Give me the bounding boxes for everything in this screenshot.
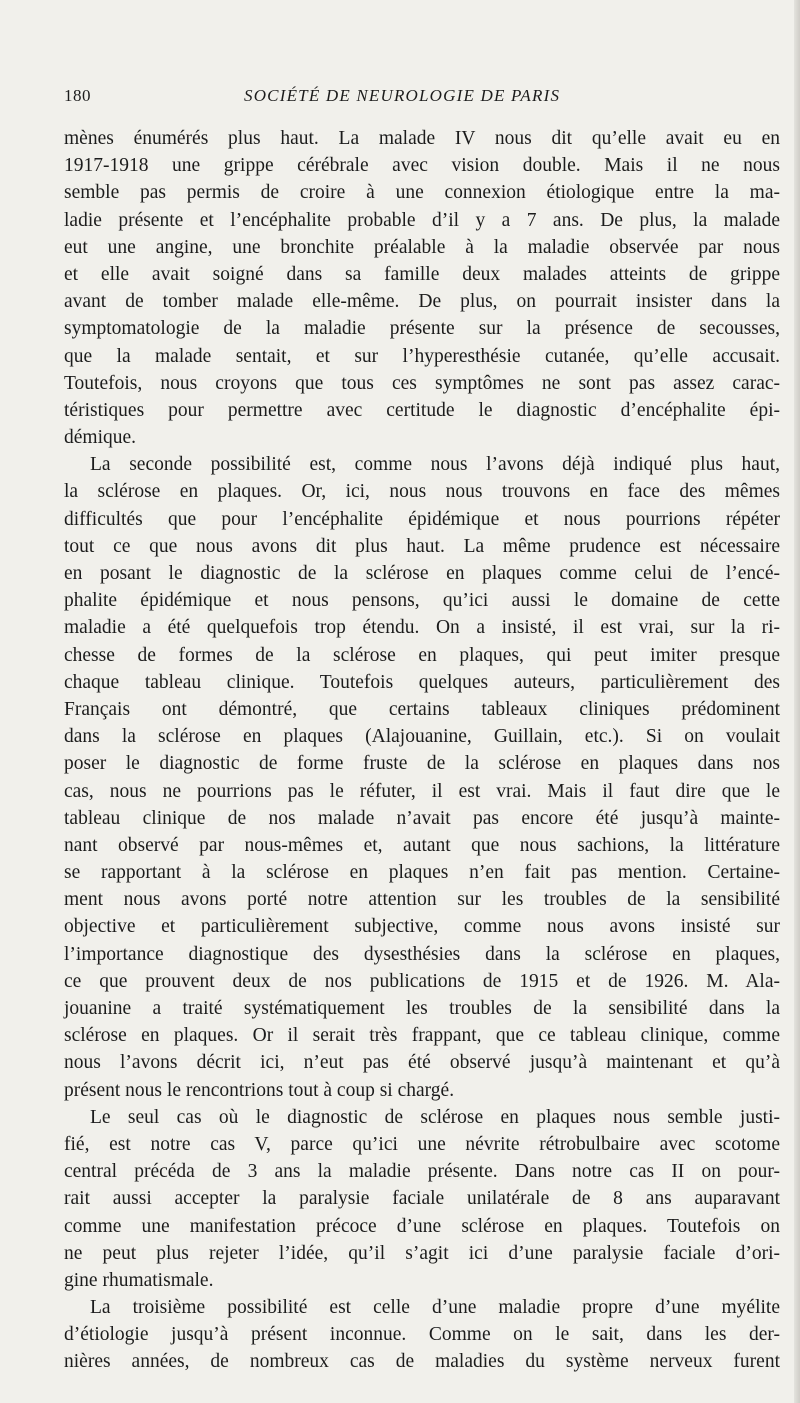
page-edge: [794, 0, 800, 1403]
text-line: chesse de formes de la sclérose en plaques, qui peut imiter presque: [64, 644, 780, 666]
text-line: ment nous avons porté notre attention sur les troubles de la sensibilité: [64, 889, 780, 911]
text-line: 1917-1918 une grippe cérébrale avec vision double. Mais il ne nous: [64, 155, 780, 177]
text-line: comme une manifestation précoce d’une sclérose en plaques. Toutefois on: [64, 1215, 780, 1237]
text-line: rait aussi accepter la paralysie faciale unilatérale de 8 ans auparavant: [64, 1188, 780, 1210]
text-line: tout ce que nous avons dit plus haut. La même prudence est nécessaire: [64, 535, 780, 557]
text-line: ce que prouvent deux de nos publications de 1915 et de 1926. M. Ala-: [64, 970, 780, 992]
text-line: symptomatologie de la maladie présente sur la présence de secousses,: [64, 318, 780, 340]
body-text: [64, 125, 780, 1376]
text-line: téristiques pour permettre avec certitude le diagnostic d’encéphalite épi-: [64, 399, 780, 421]
text-line: La troisième possibilité est celle d’une maladie propre d’une myélite: [90, 1297, 780, 1319]
text-line: Le seul cas où le diagnostic de sclérose en plaques nous semble justi-: [90, 1106, 780, 1128]
text-line: la sclérose en plaques. Or, ici, nous nous trouvons en face des mêmes: [64, 481, 780, 503]
running-head: SOCIÉTÉ DE NEUROLOGIE DE PARIS: [244, 86, 561, 105]
text-line: central précéda de 3 ans la maladie présente. Dans notre cas II on pour-: [64, 1161, 780, 1183]
text-line: phalite épidémique et nous pensons, qu’ici aussi le domaine de cette: [64, 590, 780, 612]
text-line: démique.: [64, 427, 137, 449]
text-line: en posant le diagnostic de la sclérose en plaques comme celui de l’encé-: [64, 563, 780, 584]
text-line: Français ont démontré, que certains tableaux cliniques prédominent: [64, 698, 780, 720]
text-line: présent nous le rencontrions tout à coup si chargé.: [64, 1079, 455, 1101]
text-line: poser le diagnostic de forme fruste de la sclérose en plaques dans nos: [64, 753, 780, 775]
text-line: gine rhumatismale.: [64, 1269, 214, 1291]
text-line: fié, est notre cas V, parce qu’ici une névrite rétrobulbaire avec scotome: [64, 1133, 780, 1155]
text-line: nous l’avons décrit ici, n’eut pas été observé jusqu’à maintenant et qu’à: [64, 1052, 780, 1074]
page-number: 180: [64, 86, 91, 105]
text-line: nières années, de nombreux cas de maladies du système nerveux furent: [64, 1351, 780, 1373]
text-line: La seconde possibilité est, comme nous l’avons déjà indiqué plus haut,: [90, 454, 780, 476]
text-line: cas, nous ne pourrions pas le réfuter, il est vrai. Mais il faut dire que le: [64, 780, 780, 802]
text-line: que la malade sentait, et sur l’hyperesthésie cutanée, qu’elle accusait.: [64, 345, 780, 367]
text-line: sclérose en plaques. Or il serait très frappant, que ce tableau clinique, comme: [64, 1025, 780, 1047]
text-line: ne peut plus rejeter l’idée, qu’il s’agit ici d’une paralysie faciale d’ori-: [64, 1242, 780, 1264]
text-line: nant observé par nous-mêmes et, autant que nous sachions, la littérature: [64, 834, 780, 856]
text-line: jouanine a traité systématiquement les troubles de la sensibilité dans la: [64, 998, 780, 1019]
text-line: mènes énumérés plus haut. La malade IV nous dit qu’elle avait eu en: [64, 128, 780, 149]
text-line: l’importance diagnostique des dysesthésies dans la sclérose en plaques,: [64, 943, 780, 965]
text-line: maladie a été quelquefois trop étendu. On a insisté, il est vrai, sur la ri-: [64, 617, 780, 639]
text-line: semble pas permis de croire à une connexion étiologique entre la ma-: [64, 182, 780, 204]
text-line: avant de tomber malade elle-même. De plus, on pourrait insister dans la: [64, 291, 780, 313]
text-line: objective et particulièrement subjective, comme nous avons insisté sur: [64, 916, 780, 938]
text-line: eut une angine, une bronchite préalable à la maladie observée par nous: [64, 236, 780, 258]
text-line: chaque tableau clinique. Toutefois quelques auteurs, particulièrement des: [64, 671, 780, 693]
text-line: Toutefois, nous croyons que tous ces symptômes ne sont pas assez carac-: [64, 372, 780, 394]
text-line: se rapportant à la sclérose en plaques n’en fait pas mention. Certaine-: [64, 862, 780, 884]
text-line: ladie présente et l’encéphalite probable d’il y a 7 ans. De plus, la malade: [64, 209, 780, 231]
text-line: tableau clinique de nos malade n’avait pas encore été jusqu’à mainte-: [64, 807, 780, 829]
page-header: [64, 86, 764, 110]
text-line: et elle avait soigné dans sa famille deux malades atteints de grippe: [64, 263, 780, 285]
text-line: dans la sclérose en plaques (Alajouanine, Guillain, etc.). Si on voulait: [64, 726, 780, 748]
text-line: difficultés que pour l’encéphalite épidémique et nous pourrions répéter: [64, 508, 780, 530]
text-line: d’étiologie jusqu’à présent inconnue. Comme on le sait, dans les der-: [64, 1324, 780, 1346]
